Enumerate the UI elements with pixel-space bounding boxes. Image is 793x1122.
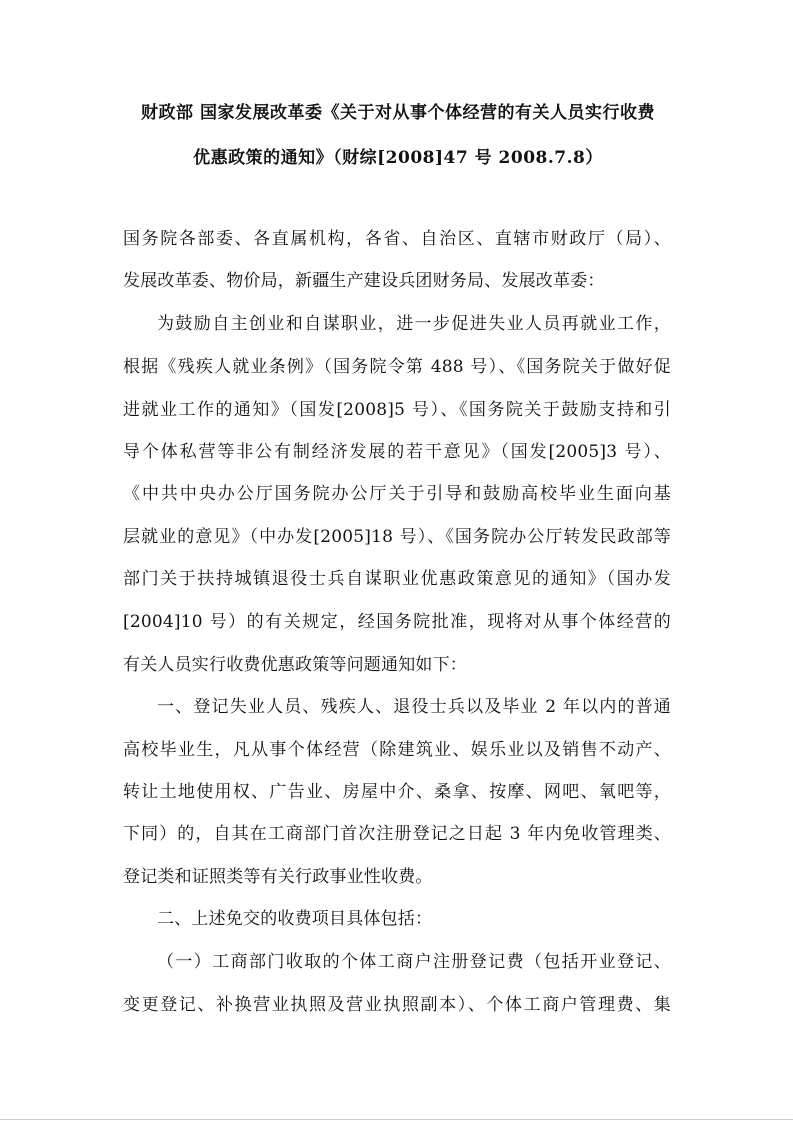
document-title-line-1: 财政部 国家发展改革委《关于对从事个体经营的有关人员实行收费 bbox=[141, 103, 655, 123]
body-line: 转让土地使用权、广告业、房屋中介、桑拿、按摩、网吧、氧吧等， bbox=[123, 782, 671, 802]
body-line: 部门关于扶持城镇退役士兵自谋职业优惠政策意见的通知》（国办发 bbox=[123, 569, 671, 589]
body-line: 发展改革委、物价局，新疆生产建设兵团财务局、发展改革委： bbox=[123, 271, 605, 291]
body-line: 高校毕业生，凡从事个体经营（除建筑业、娱乐业以及销售不动产、 bbox=[123, 740, 671, 760]
body-line: 变更登记、补换营业执照及营业执照副本）、个体工商户管理费、集 bbox=[123, 995, 671, 1015]
body-line: [2004]10 号）的有关规定，经国务院批准，现将对从事个体经营的 bbox=[123, 612, 671, 632]
body-line: 下同）的，自其在工商部门首次注册登记之日起 3 年内免收管理类、 bbox=[123, 824, 671, 844]
page-bottom-edge bbox=[0, 1119, 793, 1120]
body-line: 有关人员实行收费优惠政策等问题通知如下： bbox=[123, 655, 467, 675]
body-line: 二、上述免交的收费项目具体包括： bbox=[157, 909, 433, 929]
body-line: 根据《残疾人就业条例》（国务院令第 488 号）、《国务院关于做好促 bbox=[123, 357, 671, 377]
body-line: 《中共中央办公厅国务院办公厅关于引导和鼓励高校毕业生面向基 bbox=[123, 484, 671, 504]
body-line: 为鼓励自主创业和自谋职业，进一步促进失业人员再就业工作， bbox=[157, 314, 671, 334]
body-line: 层就业的意见》（中办发[2005]18 号）、《国务院办公厅转发民政部等 bbox=[123, 527, 671, 547]
body-line: 导个体私营等非公有制经济发展的若干意见》（国发[2005]3 号）、 bbox=[123, 442, 671, 462]
body-line: （一）工商部门收取的个体工商户注册登记费（包括开业登记、 bbox=[157, 952, 671, 972]
document-title-line-2: 优惠政策的通知》（财综[2008]47 号 2008.7.8） bbox=[193, 148, 603, 168]
body-line: 进就业工作的通知》（国发[2008]5 号）、《国务院关于鼓励支持和引 bbox=[123, 400, 671, 420]
body-line: 一、登记失业人员、残疾人、退役士兵以及毕业 2 年以内的普通 bbox=[157, 697, 671, 717]
body-line: 国务院各部委、各直属机构，各省、自治区、直辖市财政厅（局）、 bbox=[123, 229, 671, 249]
body-line: 登记类和证照类等有关行政事业性收费。 bbox=[123, 867, 433, 887]
